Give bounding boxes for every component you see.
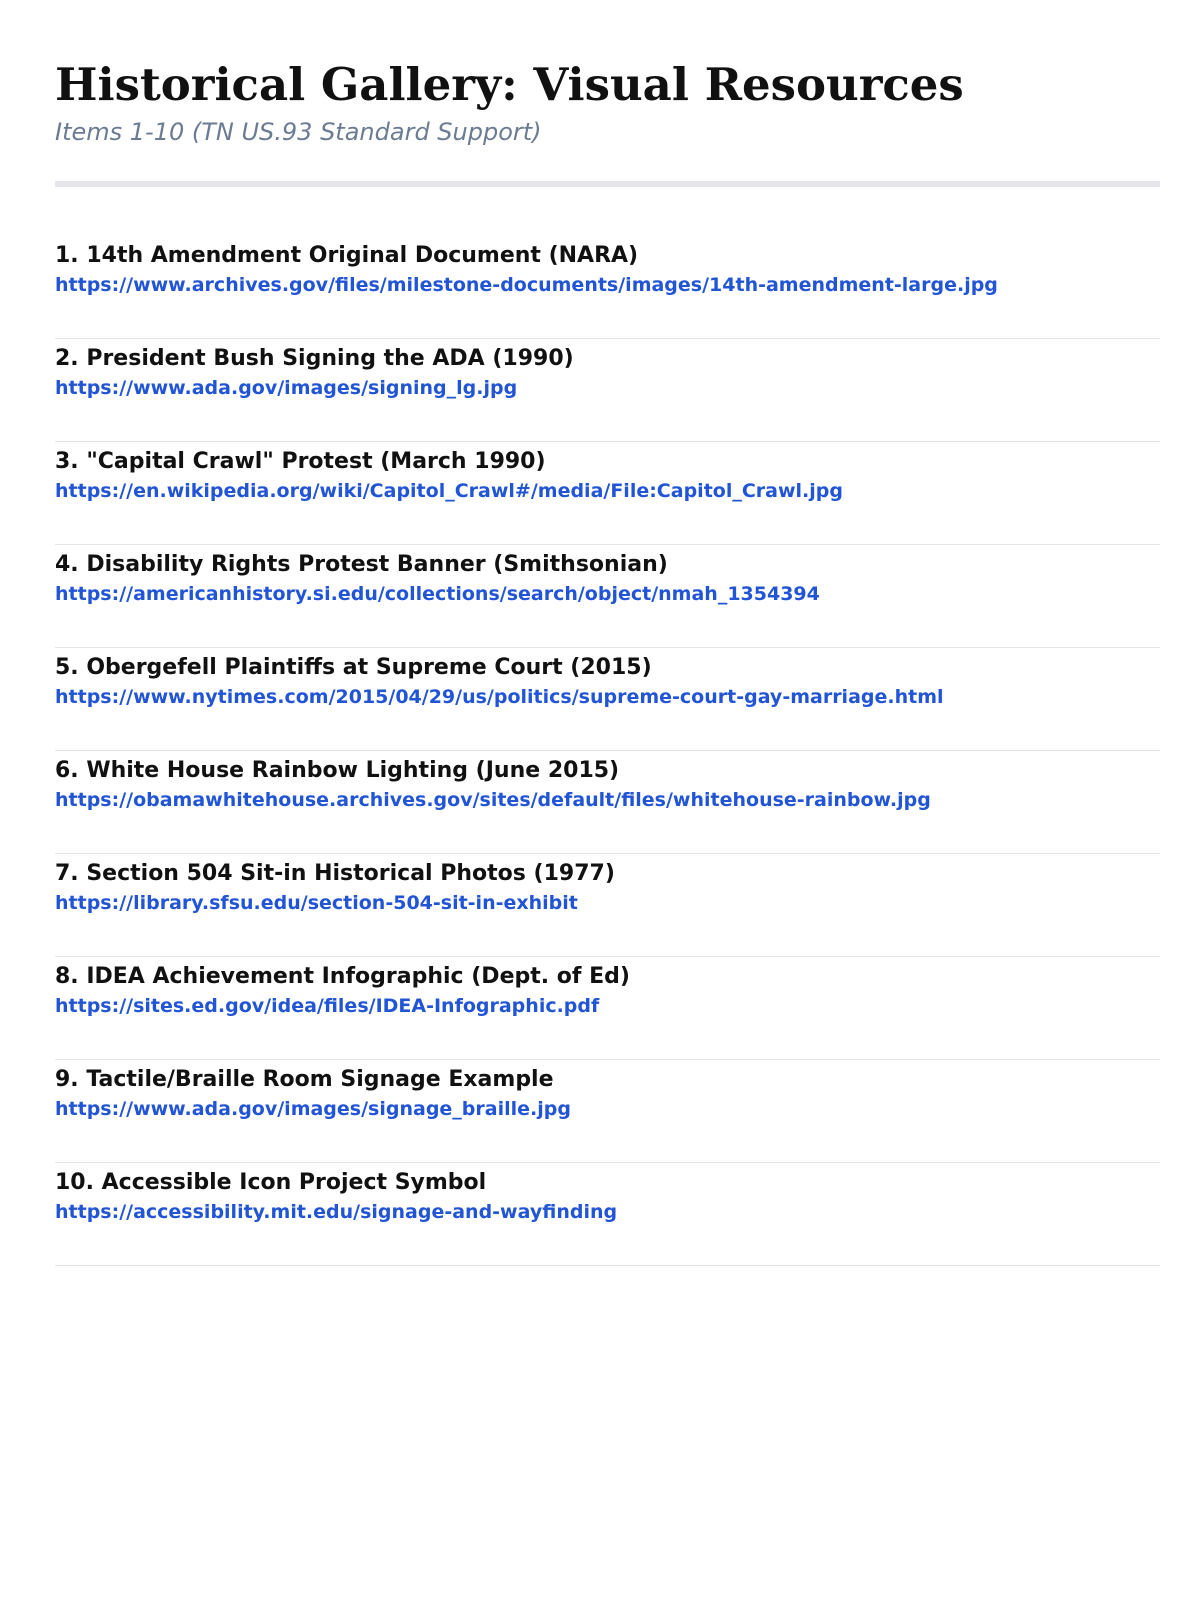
item-title: 3. "Capital Crawl" Protest (March 1990) — [55, 449, 546, 474]
page-subtitle: Items 1-10 (TN US.93 Standard Support) — [55, 118, 542, 146]
list-item — [55, 339, 1160, 442]
item-title: 9. Tactile/Braille Room Signage Example — [55, 1067, 554, 1092]
item-link[interactable]: https://americanhistory.si.edu/collections/search/object/nmah_1354394 — [55, 583, 820, 605]
item-link[interactable]: https://accessibility.mit.edu/signage-and-wayfinding — [55, 1201, 618, 1223]
item-link[interactable]: https://library.sfsu.edu/section-504-sit-in-exhibit — [55, 892, 578, 914]
gallery-page — [55, 0, 1160, 1266]
header-divider — [55, 181, 1160, 187]
item-link[interactable]: https://www.ada.gov/images/signage_braille.jpg — [55, 1098, 571, 1120]
item-title: 4. Disability Rights Protest Banner (Smithsonian) — [55, 552, 668, 577]
resource-list — [55, 236, 1160, 1266]
page-title: Historical Gallery: Visual Resources — [55, 58, 964, 111]
list-item — [55, 957, 1160, 1060]
list-item — [55, 854, 1160, 957]
item-title: 5. Obergefell Plaintiffs at Supreme Court (2015) — [55, 655, 652, 680]
list-item — [55, 648, 1160, 751]
item-link[interactable]: https://www.archives.gov/files/milestone-documents/images/14th-amendment-large.jpg — [55, 274, 998, 296]
list-item — [55, 545, 1160, 648]
item-link[interactable]: https://obamawhitehouse.archives.gov/sites/default/files/whitehouse-rainbow.jpg — [55, 789, 931, 811]
list-item — [55, 442, 1160, 545]
item-link[interactable]: https://www.ada.gov/images/signing_lg.jpg — [55, 377, 518, 399]
item-title: 8. IDEA Achievement Infographic (Dept. of Ed) — [55, 964, 630, 989]
item-link[interactable]: https://sites.ed.gov/idea/files/IDEA-Infographic.pdf — [55, 995, 600, 1017]
list-item — [55, 236, 1160, 339]
item-title: 1. 14th Amendment Original Document (NARA) — [55, 243, 639, 268]
item-title: 2. President Bush Signing the ADA (1990) — [55, 346, 574, 371]
item-title: 10. Accessible Icon Project Symbol — [55, 1170, 487, 1195]
item-link[interactable]: https://en.wikipedia.org/wiki/Capitol_Crawl#/media/File:Capitol_Crawl.jpg — [55, 480, 843, 502]
list-item — [55, 1163, 1160, 1266]
item-link[interactable]: https://www.nytimes.com/2015/04/29/us/politics/supreme-court-gay-marriage.html — [55, 686, 944, 708]
list-item — [55, 751, 1160, 854]
item-title: 6. White House Rainbow Lighting (June 2015) — [55, 758, 620, 783]
item-title: 7. Section 504 Sit-in Historical Photos (1977) — [55, 861, 615, 886]
list-item — [55, 1060, 1160, 1163]
